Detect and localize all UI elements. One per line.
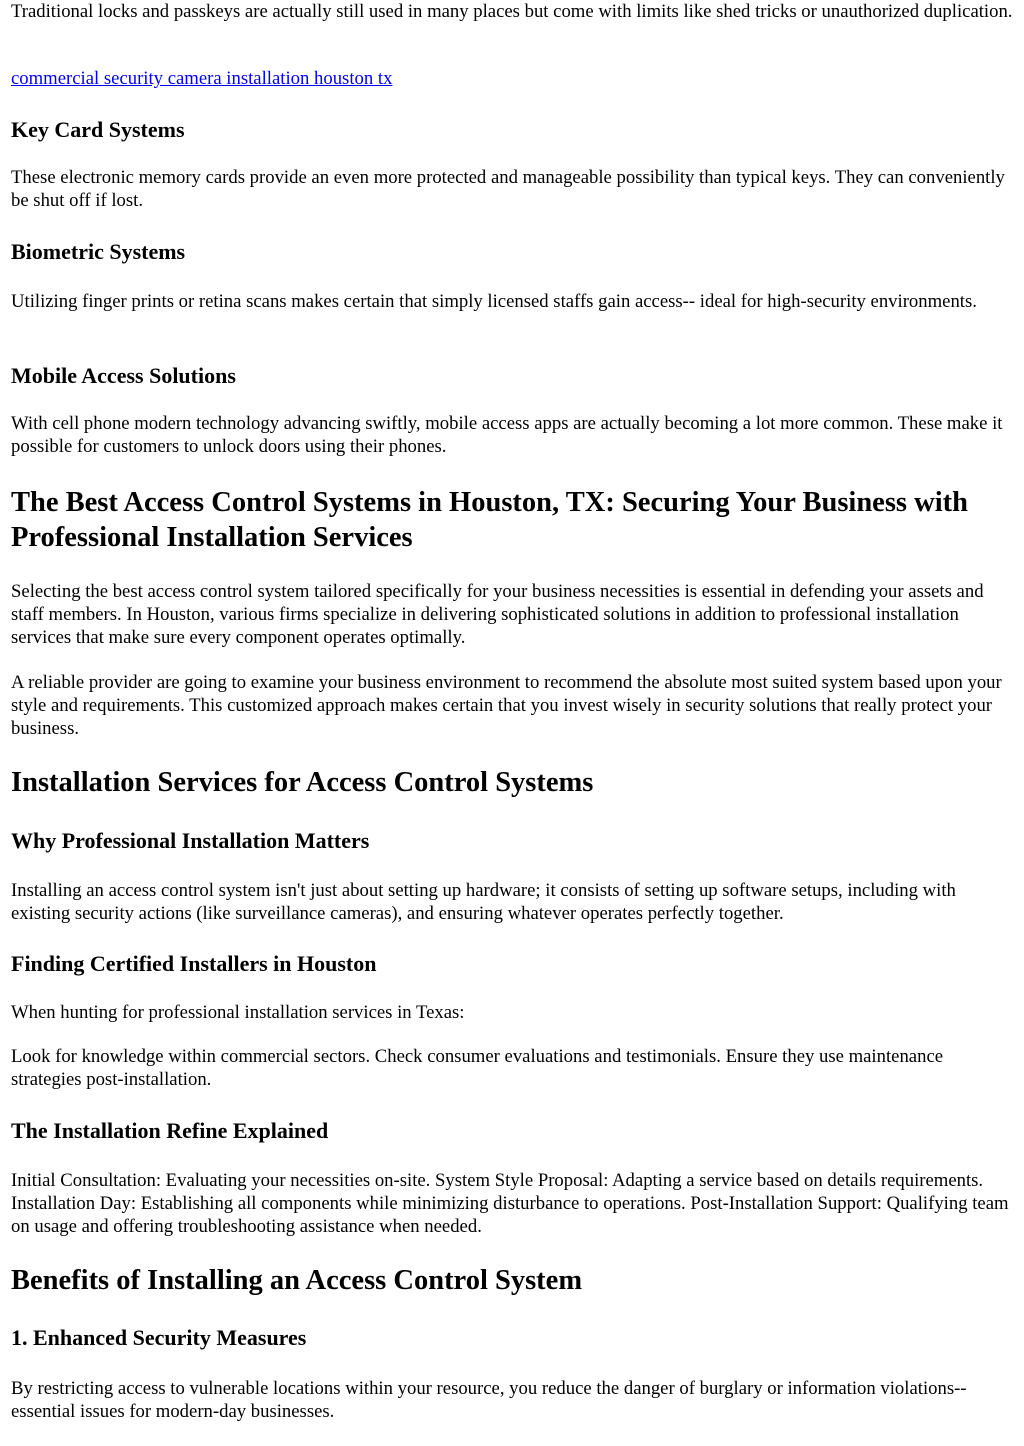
benefits-heading: Benefits of Installing an Access Control System [11, 1265, 583, 1296]
installation-process-paragraph: Initial Consultation: Evaluating your necessities on-site. System Style Proposal: Adapting a service based on details requirements. Installation Day: Establishing all components while minimizing disturbance to operations. Post-Installation Support: Qualifying team on usage and offering troubleshooting assistance when needed. [11, 1170, 1009, 1237]
link-paragraph [11, 67, 1017, 90]
key-card-paragraph: These electronic memory cards provide an even more protected and manageable possibility than typical keys. They can conveniently be shut off if lost. [11, 167, 1005, 211]
why-installation-heading: Why Professional Installation Matters [11, 828, 370, 853]
biometric-paragraph: Utilizing finger prints or retina scans makes certain that simply licensed staffs gain access-- ideal for high-security environments. [11, 291, 977, 312]
finding-installers-paragraph-1: When hunting for professional installation services in Texas: [11, 1002, 465, 1023]
best-systems-paragraph-1: Selecting the best access control system tailored specifically for your business necessities is essential in defending your assets and staff members. In Houston, various firms specialize in delivering sophisticated solutions in addition to professional installation services that make sure every component operates optimally. [11, 581, 984, 648]
mobile-paragraph: With cell phone modern technology advancing swiftly, mobile access apps are actually becoming a lot more common. These make it possible for customers to unlock doors using their phones. [11, 413, 1003, 457]
installation-process-heading: The Installation Refine Explained [11, 1118, 329, 1143]
key-card-heading: Key Card Systems [11, 117, 185, 142]
best-systems-paragraph-2: A reliable provider are going to examine your business environment to recommend the absolute most suited system based upon your style and requirements. This customized approach makes certain that you invest wisely in security solutions that really protect your business. [11, 672, 1002, 739]
intro-paragraph: Traditional locks and passkeys are actually still used in many places but come with limits like shed tricks or unauthorized duplication. [11, 1, 1013, 22]
enhanced-security-paragraph: By restricting access to vulnerable locations within your resource, you reduce the danger of burglary or information violations-- essential issues for modern-day businesses. [11, 1378, 967, 1422]
mobile-heading: Mobile Access Solutions [11, 363, 236, 388]
security-camera-link[interactable]: commercial security camera installation houston tx [11, 68, 393, 89]
finding-installers-heading: Finding Certified Installers in Houston [11, 951, 377, 976]
installation-services-heading: Installation Services for Access Control Systems [11, 767, 594, 798]
finding-installers-paragraph-2: Look for knowledge within commercial sectors. Check consumer evaluations and testimonials. Ensure they use maintenance strategies post-installation. [11, 1046, 944, 1090]
why-installation-paragraph: Installing an access control system isn't just about setting up hardware; it consists of setting up software setups, including with existing security actions (like surveillance cameras), and ensuring whatever operates perfectly together. [11, 880, 956, 924]
biometric-heading: Biometric Systems [11, 239, 186, 264]
best-systems-heading: The Best Access Control Systems in Houston, TX: Securing Your Business with Professional Installation Services [11, 487, 968, 553]
enhanced-security-heading: 1. Enhanced Security Measures [11, 1325, 307, 1350]
